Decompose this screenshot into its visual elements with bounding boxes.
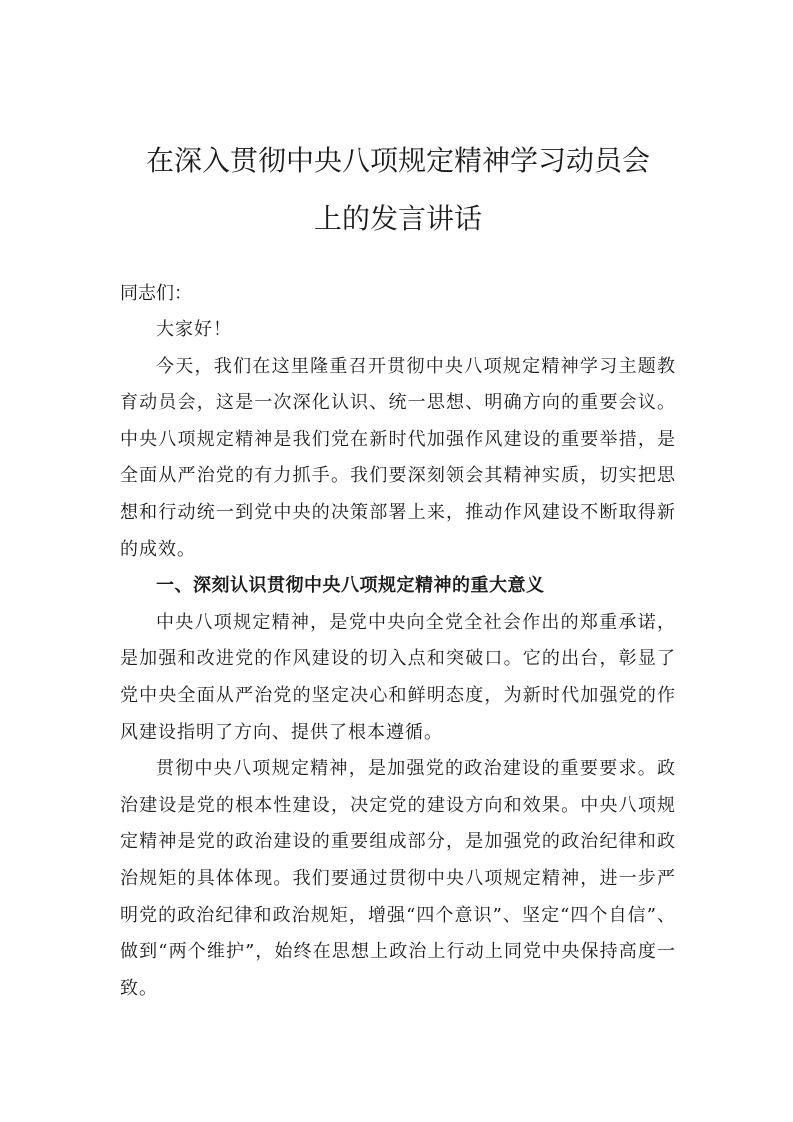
intro-paragraph: 今天，我们在这里隆重召开贯彻中央八项规定精神学习主题教育动员会，这是一次深化认识、统一思想、明确方向的重要会议。中央八项规定精神是我们党在新时代加强作风建设的重要举措，是全面从严治党的有力抓手。我们要深刻领会其精神实质，切实把思想和行动统一到党中央的决策部署上来，推动作风建设不断取得新的成效。	[120, 355, 676, 560]
section-1-paragraph-2: 贯彻中央八项规定精神，是加强党的政治建设的重要要求。政治建设是党的根本性建设，决定党的建设方向和效果。中央八项规定精神是党的政治建设的重要组成部分，是加强党的政治纪律和政治规矩的具体体现。我们要通过贯彻中央八项规定精神，进一步严明党的政治纪律和政治规矩，增强“四个意识”、坚定“四个自信”、做到“两个维护”，始终在思想上政治上行动上同党中央保持高度一致。	[120, 758, 676, 999]
greeting: 大家好！	[156, 319, 232, 340]
title-block	[120, 132, 676, 248]
section-heading-1: 一、深刻认识贯彻中央八项规定精神的重大意义	[156, 575, 545, 597]
document-title-line-1: 在深入贯彻中央八项规定精神学习动员会	[145, 144, 650, 177]
salutation: 同志们：	[120, 283, 192, 304]
section-1-paragraph-1: 中央八项规定精神，是党中央向全党全社会作出的郑重承诺，是加强和改进党的作风建设的切入点和突破口。它的出台，彰显了党中央全面从严治党的坚定决心和鲜明态度，为新时代加强党的作风建设指明了方向、提供了根本遵循。	[120, 611, 676, 743]
document-title-line-2: 上的发言讲话	[313, 202, 482, 235]
document-page	[120, 132, 676, 1007]
